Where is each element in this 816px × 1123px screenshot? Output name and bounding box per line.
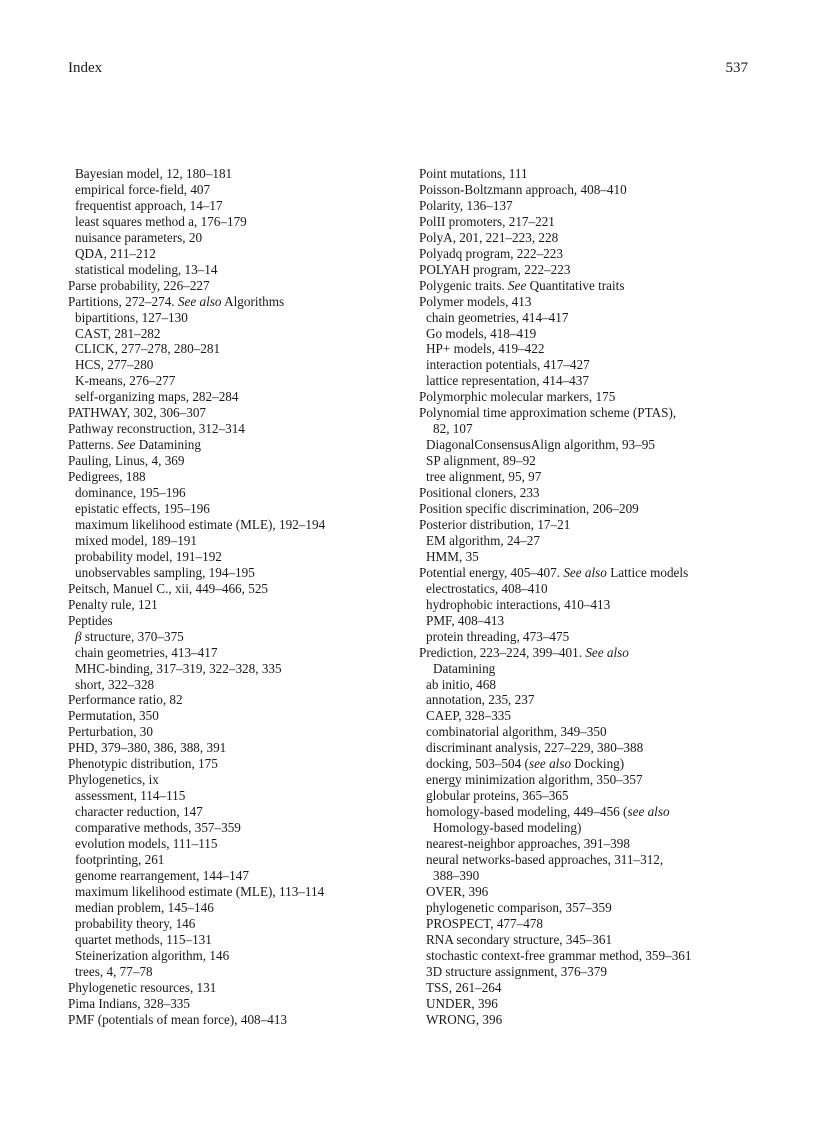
index-entry [68, 629, 398, 645]
index-entry [68, 661, 398, 677]
index-entry-text: annotation, 235, 237 [426, 692, 535, 708]
index-entry [68, 932, 398, 948]
index-entry [68, 485, 398, 501]
index-entry-text: neural networks-based approaches, 311–312, [426, 851, 664, 867]
index-entry-text: homology-based modeling, 449–456 ( [426, 804, 628, 820]
index-entry-text: Polynomial time approximation scheme (PTAS), [419, 405, 677, 421]
index-entry [419, 373, 764, 389]
index-entry [419, 214, 764, 230]
index-entry-text: structure, 370–375 [81, 628, 184, 644]
running-title: Index [68, 60, 103, 76]
index-entry-text: Posterior distribution, 17–21 [419, 516, 571, 532]
index-entry-text: See also [177, 293, 222, 309]
index-entry [419, 597, 764, 613]
index-entry [68, 868, 398, 884]
index-entry-text: See [508, 277, 527, 293]
index-entry-text: PATHWAY, 302, 306–307 [68, 405, 207, 421]
index-entry-text: EM algorithm, 24–27 [426, 532, 540, 548]
index-entry [68, 198, 398, 214]
index-entry [419, 533, 764, 549]
index-entry [68, 836, 398, 852]
index-entry [419, 964, 764, 980]
index-entry-text: genome rearrangement, 144–147 [75, 867, 249, 883]
index-entry-text: See also [585, 644, 629, 660]
index-entry [419, 932, 764, 948]
index-entry-text: Phenotypic distribution, 175 [68, 756, 218, 772]
index-entry-text: Poisson-Boltzmann approach, 408–410 [419, 181, 627, 197]
index-entry-text: Prediction, 223–224, 399–401. [419, 644, 586, 660]
index-entry-text: Docking) [571, 756, 625, 772]
index-entry-text: hydrophobic interactions, 410–413 [426, 596, 611, 612]
index-entry [419, 980, 764, 996]
index-entry [68, 373, 398, 389]
index-entry [419, 549, 764, 565]
index-entry-text: evolution models, 111–115 [75, 836, 218, 852]
index-entry-text: PROSPECT, 477–478 [426, 915, 543, 931]
index-entry-text: statistical modeling, 13–14 [75, 261, 218, 277]
index-entry [419, 661, 764, 677]
index-entry-text: HMM, 35 [426, 548, 479, 564]
index-entry-text: mixed model, 189–191 [75, 532, 197, 548]
index-entry [419, 421, 764, 437]
index-entry-text: unobservables sampling, 194–195 [75, 564, 255, 580]
index-entry [419, 389, 764, 405]
index-column-left [68, 166, 398, 1027]
index-entry-text: Perturbation, 30 [68, 724, 153, 740]
index-entry-text: see also [627, 804, 670, 820]
index-entry [68, 421, 398, 437]
index-entry-text: protein threading, 473–475 [426, 628, 570, 644]
index-entry-text: Phylogenetic resources, 131 [68, 979, 217, 995]
index-entry-text: K-means, 276–277 [75, 373, 176, 389]
index-entry-text: QDA, 211–212 [75, 245, 156, 261]
index-entry-text: Lattice models [606, 564, 689, 580]
index-entry [68, 756, 398, 772]
index-entry [68, 677, 398, 693]
index-entry [68, 884, 398, 900]
index-entry-text: Position specific discrimination, 206–209 [419, 501, 639, 517]
index-entry [419, 501, 764, 517]
index-entry [419, 708, 764, 724]
index-entry [68, 820, 398, 836]
index-entry [68, 645, 398, 661]
index-entry [419, 230, 764, 246]
index-entry [419, 772, 764, 788]
index-entry [68, 310, 398, 326]
index-entry-text: Polarity, 136–137 [419, 197, 513, 213]
index-entry [419, 1012, 764, 1028]
index-entry [68, 724, 398, 740]
index-entry [68, 708, 398, 724]
index-entry-text: chain geometries, 414–417 [426, 309, 569, 325]
index-entry [419, 469, 764, 485]
index-entry [419, 740, 764, 756]
index-entry [68, 182, 398, 198]
index-entry-text: docking, 503–504 ( [426, 756, 529, 772]
page-number: 537 [725, 60, 748, 76]
index-entry-text: bipartitions, 127–130 [75, 309, 188, 325]
index-entry-text: Polymer models, 413 [419, 293, 532, 309]
index-entry [419, 916, 764, 932]
index-entry-text: Pathway reconstruction, 312–314 [68, 421, 245, 437]
index-entry [68, 262, 398, 278]
index-entry [419, 278, 764, 294]
index-entry [68, 804, 398, 820]
index-entry [419, 629, 764, 645]
index-entry [68, 166, 398, 182]
index-entry-text: DiagonalConsensusAlign algorithm, 93–95 [426, 437, 655, 453]
index-entry-text: HP+ models, 419–422 [426, 341, 545, 357]
index-entry-text: See [117, 437, 136, 453]
index-entry-text: energy minimization algorithm, 350–357 [426, 772, 643, 788]
index-entry [419, 246, 764, 262]
index-entry-text: electrostatics, 408–410 [426, 580, 548, 596]
index-entry-text: Potential energy, 405–407. [419, 564, 564, 580]
index-entry-text: Performance ratio, 82 [68, 692, 183, 708]
index-entry-text: character reduction, 147 [75, 804, 203, 820]
index-entry-text: Homology-based modeling) [433, 820, 582, 836]
index-entry [419, 868, 764, 884]
index-entry-text: combinatorial algorithm, 349–350 [426, 724, 607, 740]
index-entry-text: maximum likelihood estimate (MLE), 192–194 [75, 516, 326, 532]
index-entry [68, 453, 398, 469]
index-entry [68, 230, 398, 246]
index-entry-text: Positional cloners, 233 [419, 485, 540, 501]
index-entry [419, 820, 764, 836]
index-entry-text: PolyA, 201, 221–223, 228 [419, 229, 559, 245]
index-entry [419, 836, 764, 852]
index-entry [419, 198, 764, 214]
index-entry [419, 581, 764, 597]
index-entry-text: footprinting, 261 [75, 851, 165, 867]
index-entry [419, 852, 764, 868]
index-entry [419, 645, 764, 661]
index-entry-text: Pauling, Linus, 4, 369 [68, 453, 185, 469]
index-entry [419, 996, 764, 1012]
index-entry-text: PHD, 379–380, 386, 388, 391 [68, 740, 227, 756]
index-entry-text: Polyadq program, 222–223 [419, 245, 563, 261]
index-entry [419, 948, 764, 964]
index-entry-text: β [75, 628, 82, 644]
index-entry-text: Parse probability, 226–227 [68, 277, 210, 293]
index-entry-text: PolII promoters, 217–221 [419, 213, 555, 229]
index-entry-text: Bayesian model, 12, 180–181 [75, 166, 233, 181]
index-entry-text: interaction potentials, 417–427 [426, 357, 590, 373]
index-entry-text: 82, 107 [433, 421, 473, 437]
index-entry [419, 357, 764, 373]
index-entry-text: quartet methods, 115–131 [75, 931, 212, 947]
index-entry-text: RNA secondary structure, 345–361 [426, 931, 613, 947]
index-entry [68, 214, 398, 230]
index-entry [419, 677, 764, 693]
index-entry [68, 996, 398, 1012]
index-entry-text: Polygenic traits. [419, 277, 509, 293]
index-entry-text: CAST, 281–282 [75, 325, 161, 341]
index-entry [68, 357, 398, 373]
index-entry-text: phylogenetic comparison, 357–359 [426, 899, 612, 915]
index-entry-text: self-organizing maps, 282–284 [75, 389, 239, 405]
index-entry [419, 804, 764, 820]
index-entry [68, 772, 398, 788]
index-entry-text: HCS, 277–280 [75, 357, 154, 373]
index-entry [68, 246, 398, 262]
index-entry-text: lattice representation, 414–437 [426, 373, 589, 389]
index-entry-text: dominance, 195–196 [75, 485, 186, 501]
index-entry [68, 565, 398, 581]
index-entry [68, 1012, 398, 1028]
index-column-right [419, 166, 764, 1027]
index-entry [419, 341, 764, 357]
index-entry-text: PMF, 408–413 [426, 612, 505, 628]
index-entry-text: Penalty rule, 121 [68, 596, 158, 612]
index-entry [419, 756, 764, 772]
index-entry-text: Pima Indians, 328–335 [68, 995, 190, 1011]
index-entry-text: Quantitative traits [526, 277, 625, 293]
index-entry [68, 278, 398, 294]
index-entry-text: assessment, 114–115 [75, 788, 186, 804]
index-entry-text: Partitions, 272–274. [68, 293, 178, 309]
index-entry [68, 501, 398, 517]
index-entry-text: tree alignment, 95, 97 [426, 469, 542, 485]
index-entry [419, 326, 764, 342]
index-entry-text: CAEP, 328–335 [426, 708, 511, 724]
index-entry-text: CLICK, 277–278, 280–281 [75, 341, 221, 357]
index-entry [419, 485, 764, 501]
index-entry [68, 294, 398, 310]
index-entry [419, 437, 764, 453]
index-entry [419, 692, 764, 708]
index-entry-text: ab initio, 468 [426, 676, 496, 692]
index-entry-text: Peptides [68, 612, 113, 628]
index-entry [419, 294, 764, 310]
index-entry-text: 3D structure assignment, 376–379 [426, 963, 607, 979]
index-entry [68, 517, 398, 533]
index-entry-text: UNDER, 396 [426, 995, 498, 1011]
index-entry-text: probability model, 191–192 [75, 548, 222, 564]
index-entry-text: least squares method a, 176–179 [75, 213, 247, 229]
index-entry-text: nuisance parameters, 20 [75, 229, 203, 245]
index-entry-text: chain geometries, 413–417 [75, 644, 218, 660]
index-entry-text: trees, 4, 77–78 [75, 963, 153, 979]
index-entry-text: empirical force-field, 407 [75, 181, 211, 197]
index-entry-text: OVER, 396 [426, 883, 489, 899]
index-entry [68, 740, 398, 756]
index-entry [68, 549, 398, 565]
index-entry-text: POLYAH program, 222–223 [419, 261, 571, 277]
index-entry-text: Point mutations, 111 [419, 166, 528, 181]
index-entry-text: Go models, 418–419 [426, 325, 537, 341]
index-entry [68, 852, 398, 868]
index-entry [419, 613, 764, 629]
index-entry [419, 517, 764, 533]
index-entry [68, 533, 398, 549]
index-entry [68, 788, 398, 804]
index-entry [419, 900, 764, 916]
index-entry-text: median problem, 145–146 [75, 899, 214, 915]
index-entry [68, 613, 398, 629]
index-entry-text: WRONG, 396 [426, 1011, 503, 1027]
index-entry-text: TSS, 261–264 [426, 979, 502, 995]
index-entry-text: Algorithms [221, 293, 285, 309]
index-entry-text: Permutation, 350 [68, 708, 159, 724]
index-entry-text: maximum likelihood estimate (MLE), 113–114 [75, 883, 325, 899]
index-entry [68, 900, 398, 916]
index-entry [68, 980, 398, 996]
index-entry-text: nearest-neighbor approaches, 391–398 [426, 836, 630, 852]
index-entry-text: discriminant analysis, 227–229, 380–388 [426, 740, 644, 756]
index-entry-text: MHC-binding, 317–319, 322–328, 335 [75, 660, 282, 676]
index-entry-text: PMF (potentials of mean force), 408–413 [68, 1011, 288, 1027]
index-entry [419, 182, 764, 198]
index-entry [68, 469, 398, 485]
index-entry [419, 565, 764, 581]
index-entry [419, 262, 764, 278]
index-entry-text: frequentist approach, 14–17 [75, 197, 223, 213]
index-entry-text: Datamining [433, 660, 496, 676]
index-entry-text: Peitsch, Manuel C., xii, 449–466, 525 [68, 580, 269, 596]
index-entry [68, 916, 398, 932]
index-entry-text: probability theory, 146 [75, 915, 196, 931]
index-entry [68, 341, 398, 357]
index-entry [419, 724, 764, 740]
index-entry-text: epistatic effects, 195–196 [75, 501, 210, 517]
index-entry-text: Polymorphic molecular markers, 175 [419, 389, 616, 405]
index-entry [419, 453, 764, 469]
index-entry [419, 405, 764, 421]
index-entry-text: Pedigrees, 188 [68, 469, 146, 485]
index-entry-text: SP alignment, 89–92 [426, 453, 536, 469]
index-entry-text: comparative methods, 357–359 [75, 820, 241, 836]
index-entry-text: Steinerization algorithm, 146 [75, 947, 230, 963]
index-entry-text: Patterns. [68, 437, 118, 453]
index-entry [419, 788, 764, 804]
index-entry [68, 597, 398, 613]
index-entry [419, 884, 764, 900]
index-entry-text: See also [563, 564, 607, 580]
page-header [68, 60, 748, 80]
index-entry-text: Phylogenetics, ix [68, 772, 159, 788]
index-entry [68, 326, 398, 342]
index-entry [68, 948, 398, 964]
index-entry [68, 964, 398, 980]
index-entry [68, 692, 398, 708]
index-entry-text: Datamining [135, 437, 201, 453]
index-entry [419, 166, 764, 182]
index-entry-text: globular proteins, 365–365 [426, 788, 569, 804]
index-entry [419, 310, 764, 326]
index-entry-text: 388–390 [433, 867, 480, 883]
index-entry-text: short, 322–328 [75, 676, 155, 692]
index-entry [68, 581, 398, 597]
index-entry [68, 389, 398, 405]
index-entry [68, 437, 398, 453]
index-entry-text: stochastic context-free grammar method, 359–361 [426, 947, 692, 963]
index-entry [68, 405, 398, 421]
index-entry-text: see also [528, 756, 572, 772]
